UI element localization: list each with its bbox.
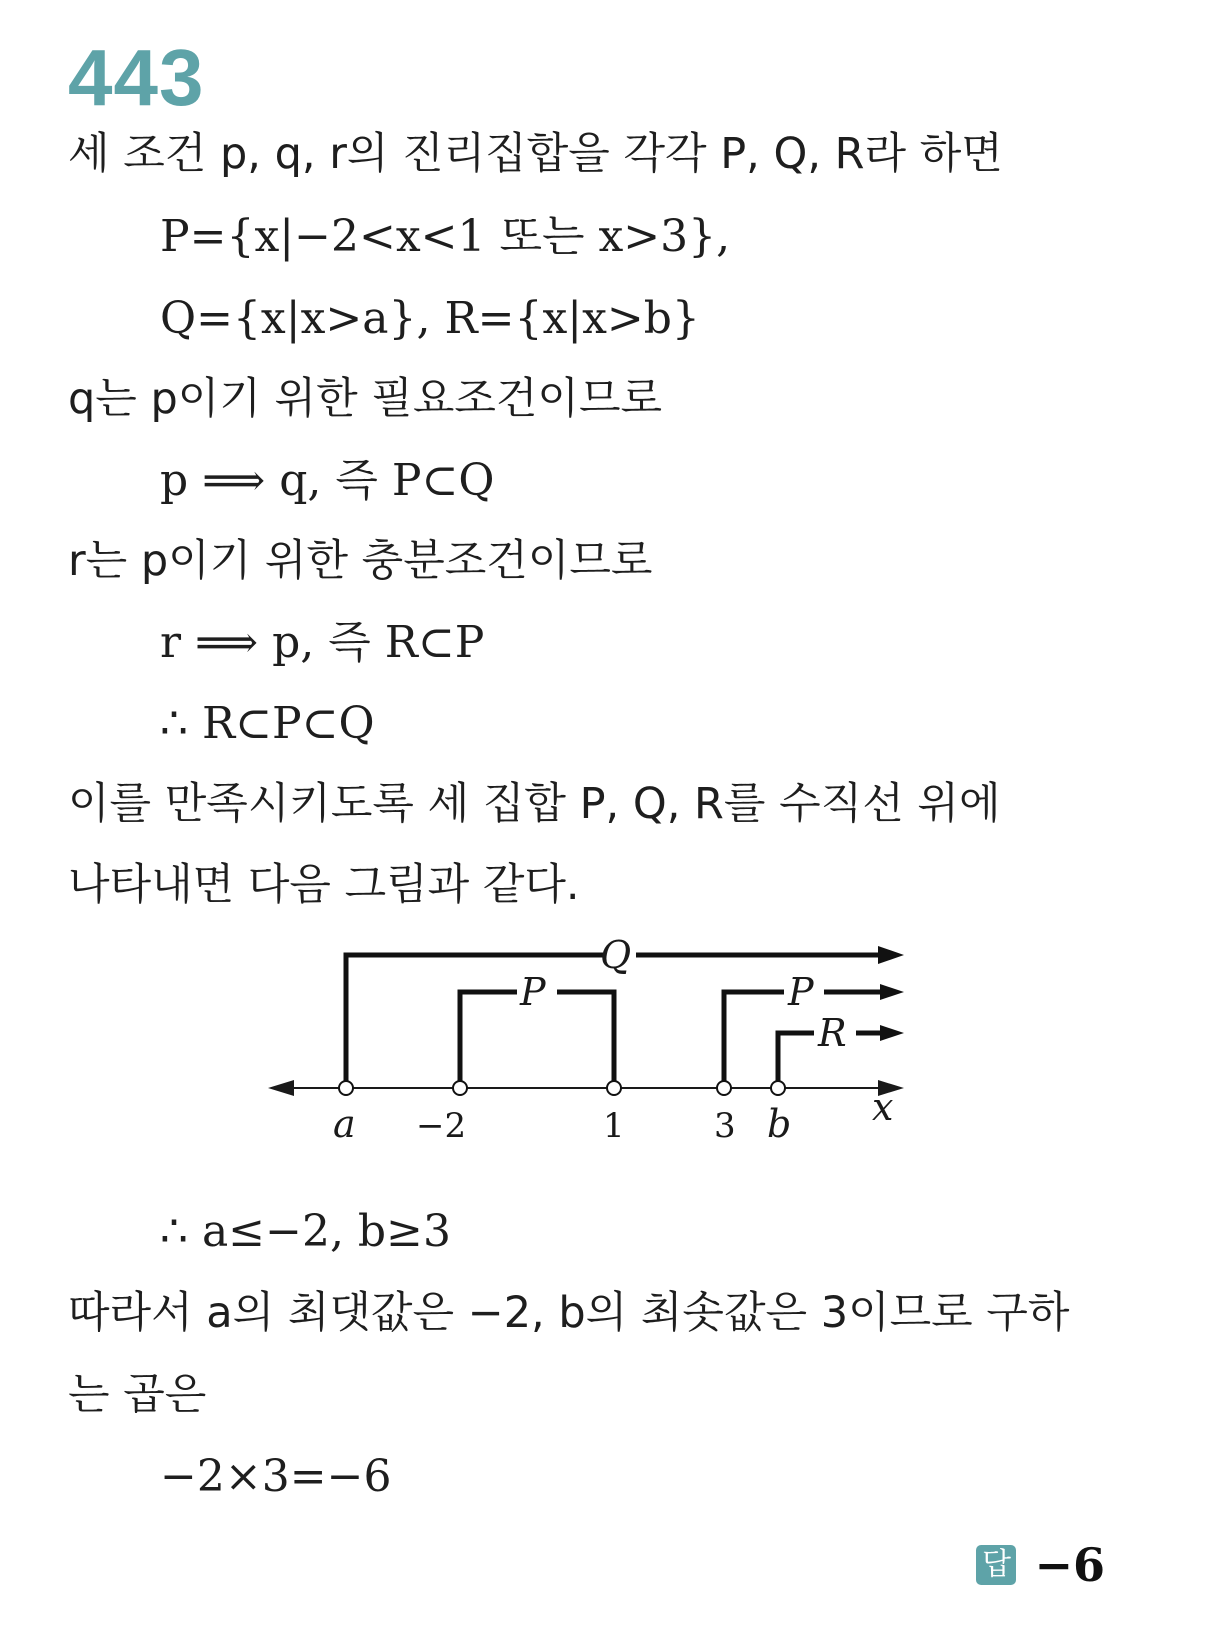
solution-line-6: r는 p이기 위한 충분조건이므로 — [68, 536, 653, 586]
solution-line-4: q는 p이기 위한 필요조건이므로 — [68, 374, 663, 424]
set-q-arrow — [878, 946, 904, 964]
solution-line-12: 따라서 a의 최댓값은 −2, b의 최솟값은 3이므로 구하 — [68, 1288, 1070, 1338]
tick-label-a: a — [333, 1102, 356, 1146]
solution-line-10: 나타내면 다음 그림과 같다. — [68, 860, 580, 910]
set-p-right-bracket — [724, 992, 784, 1088]
set-p-right-arrow — [880, 984, 904, 1000]
problem-number: 443 — [68, 33, 205, 122]
set-p-left-bracket-b — [557, 992, 614, 1088]
implication-r-p: r ⟹ p, 즉 R⊂P — [160, 617, 485, 668]
subset-chain: ∴ R⊂P⊂Q — [160, 698, 375, 749]
point-a — [339, 1081, 353, 1095]
axis-left-arrow — [268, 1080, 294, 1096]
answer-box — [976, 1538, 1105, 1592]
axis-variable-label: x — [872, 1085, 894, 1129]
tick-label-1: 1 — [603, 1106, 625, 1146]
solution-line-1: 세 조건 p, q, r의 진리집합을 각각 P, Q, R라 하면 — [68, 129, 1003, 179]
set-r-arrow — [880, 1025, 904, 1041]
answer-value: −6 — [1034, 1538, 1105, 1592]
answer-badge: 답 — [976, 1545, 1016, 1585]
set-p-right-label: P — [788, 970, 814, 1014]
tick-label-3: 3 — [714, 1106, 736, 1146]
set-q-r-definition: Q={x|x>a}, R={x|x>b} — [160, 293, 700, 344]
set-p-definition: P={x|−2<x<1 또는 x>3}, — [160, 211, 731, 262]
point-minus-2 — [453, 1081, 467, 1095]
set-p-left-bracket-a — [460, 992, 517, 1088]
solution-line-13: 는 곱은 — [68, 1370, 207, 1420]
conclusion-inequalities: ∴ a≤−2, b≥3 — [160, 1206, 451, 1257]
set-q-bracket — [346, 955, 603, 1088]
point-3 — [717, 1081, 731, 1095]
set-q-label: Q — [600, 933, 632, 977]
implication-p-q: p ⟹ q, 즉 P⊂Q — [160, 455, 495, 506]
point-b — [771, 1081, 785, 1095]
point-1 — [607, 1081, 621, 1095]
solution-line-9: 이를 만족시키도록 세 집합 P, Q, R를 수직선 위에 — [68, 779, 1001, 829]
tick-label-minus-2: −2 — [416, 1106, 467, 1146]
tick-label-b: b — [767, 1102, 792, 1146]
set-r-label: R — [818, 1011, 847, 1055]
set-p-left-label: P — [520, 970, 546, 1014]
set-r-bracket — [778, 1033, 814, 1088]
product-computation: −2×3=−6 — [160, 1451, 392, 1502]
